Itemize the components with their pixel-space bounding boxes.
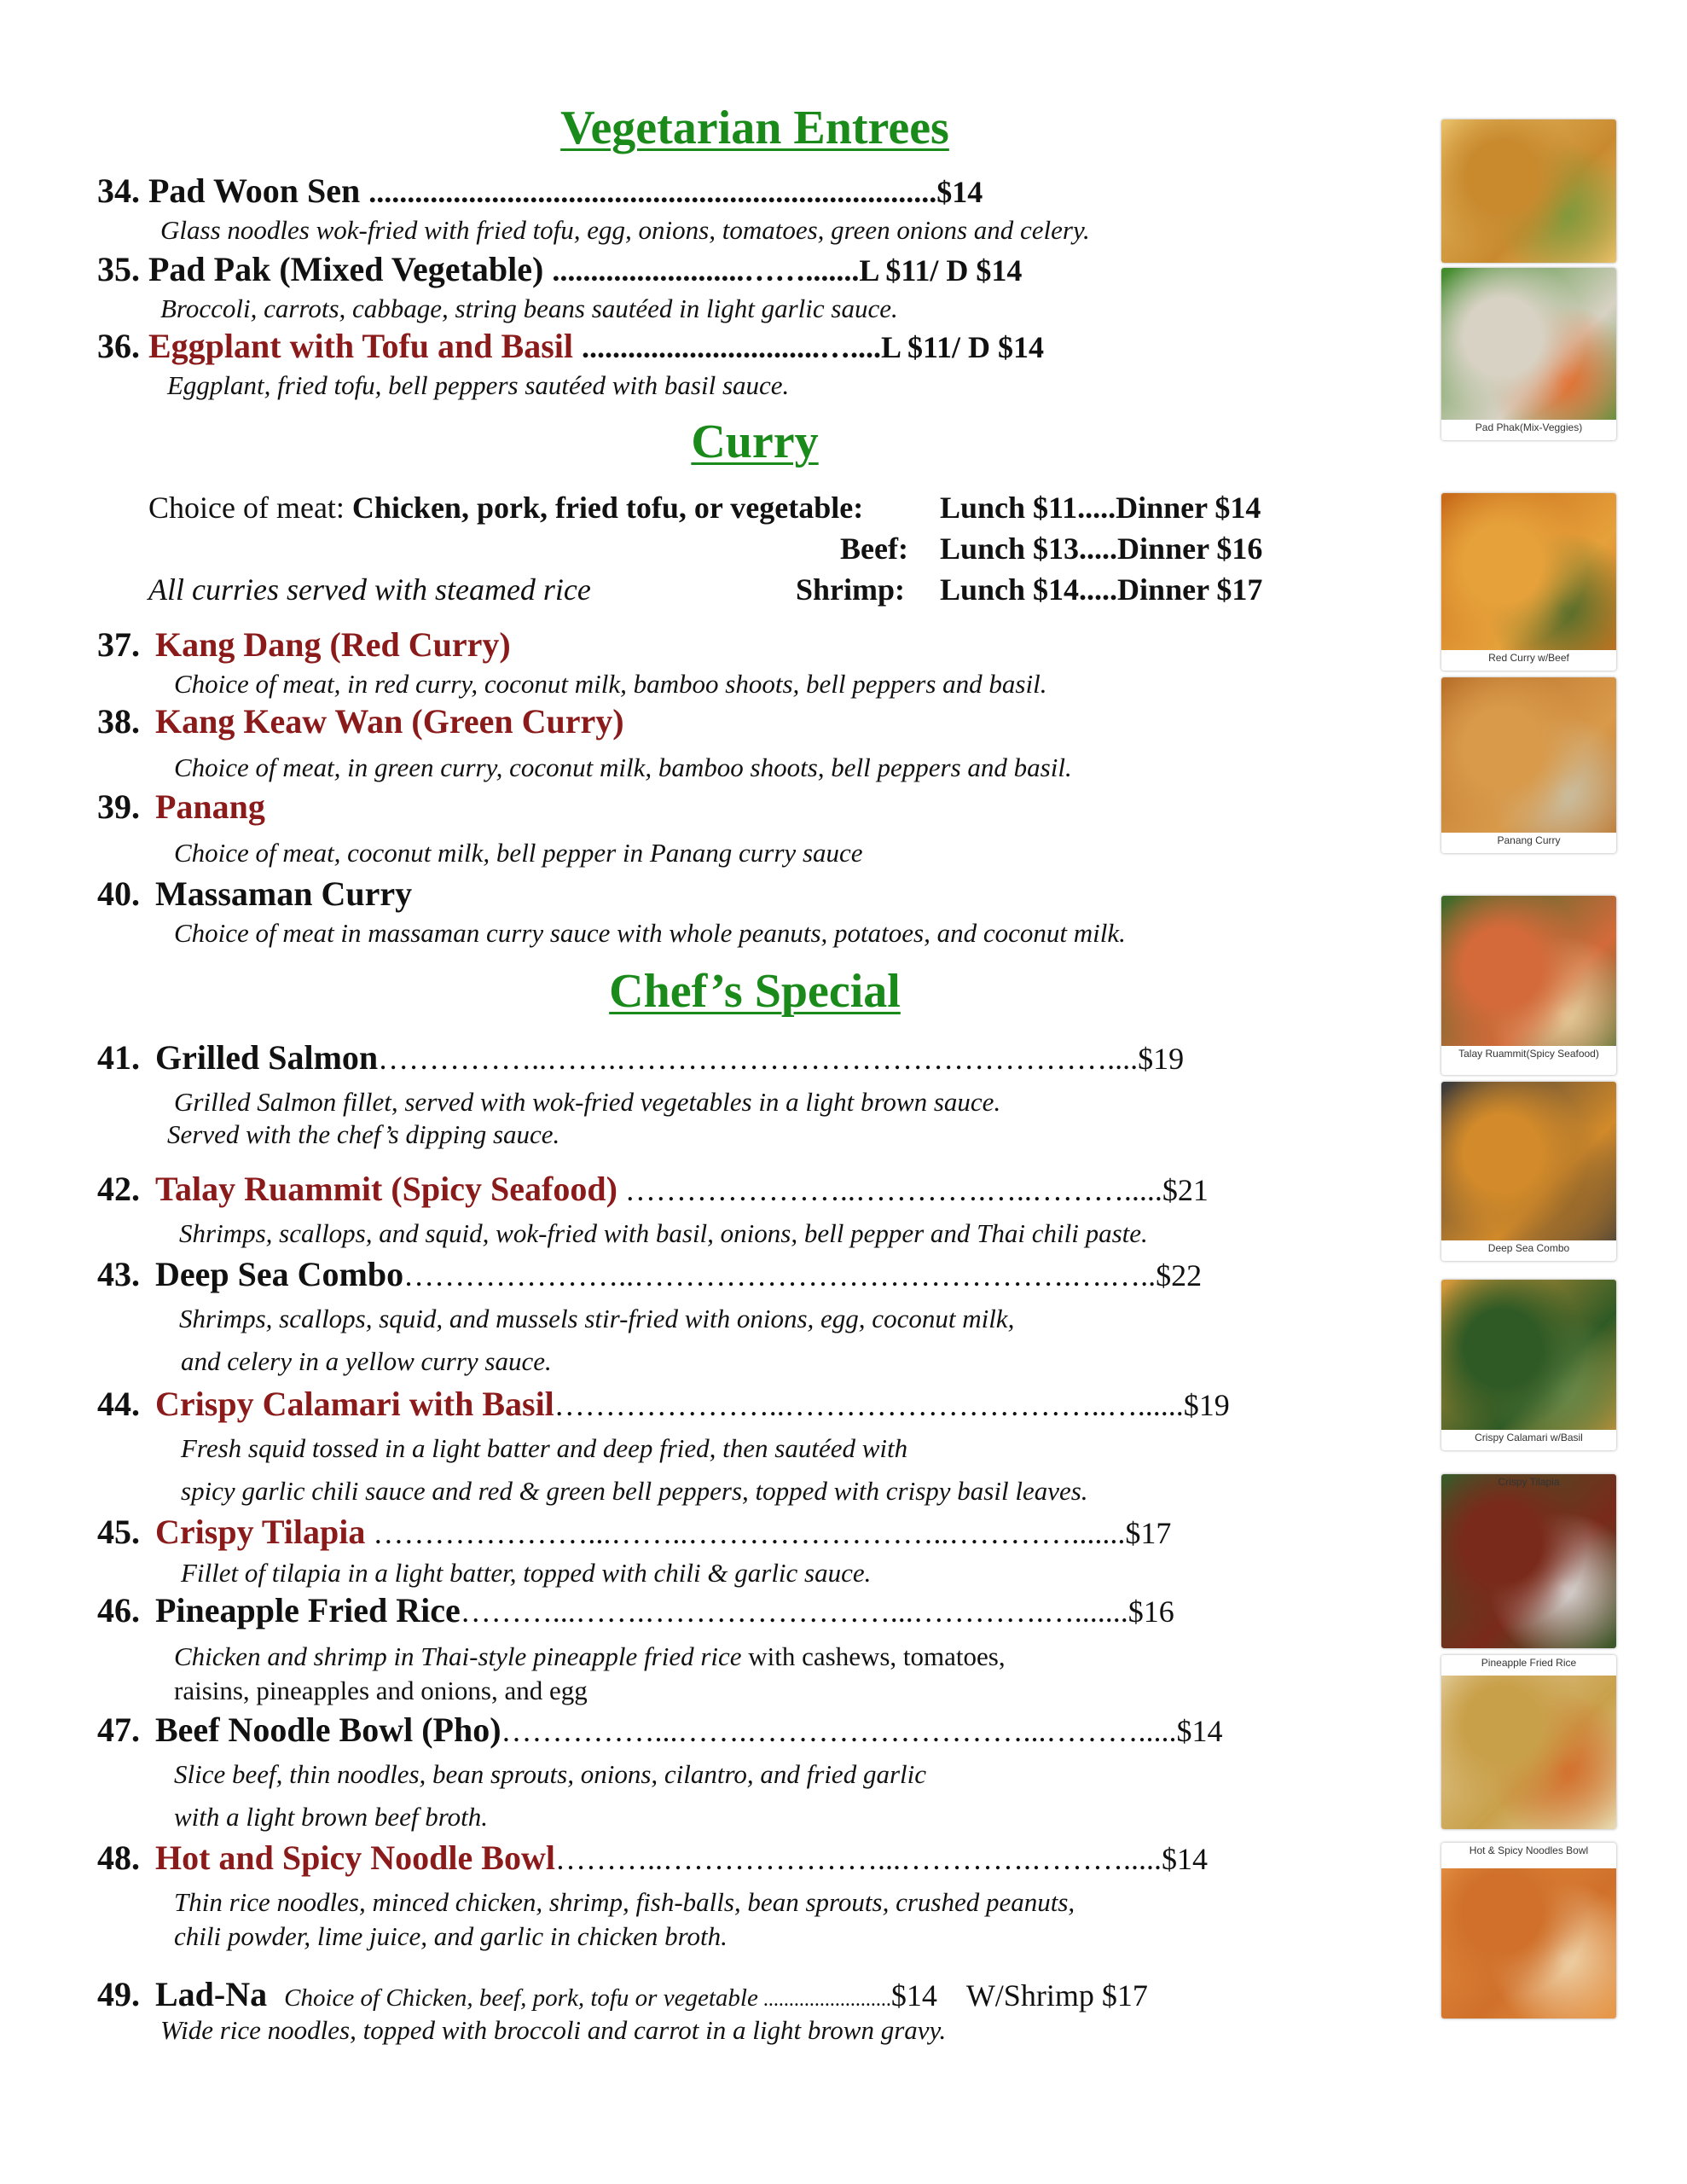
item-name: Talay Ruammit (Spicy Seafood): [155, 1170, 617, 1208]
item-description: Choice of meat, in red curry, coconut milk, bamboo shoots, bell peppers and basil.: [174, 669, 1047, 699]
item-number: 47.: [97, 1711, 140, 1749]
item-price: L $11/ D $14: [881, 330, 1045, 364]
item-price: $21: [1162, 1173, 1209, 1207]
menu-item-44: [97, 1384, 1230, 1424]
menu-item-47: [97, 1710, 1223, 1750]
menu-item-46: [97, 1590, 1174, 1630]
menu-item-37: [97, 624, 511, 665]
dot-leader: .........................…….......: [552, 253, 860, 288]
dot-leader: ……………..…….…………………………………………....: [378, 1042, 1139, 1076]
item-name: Massaman Curry: [155, 874, 413, 913]
item-price: $14: [1161, 1842, 1208, 1876]
photo-caption: Deep Sea Combo: [1441, 1240, 1616, 1261]
menu-item-48: [97, 1838, 1208, 1878]
dot-leader: …………………...……..……………………..………….......: [365, 1516, 1126, 1550]
curry-choice-price: Lunch $11.....Dinner $14: [940, 491, 1261, 525]
menu-item-41: [97, 1037, 1184, 1077]
item-number: 49.: [97, 1975, 140, 2013]
item-description: Wide rice noodles, topped with broccoli and carrot in a light brown gravy.: [160, 2015, 947, 2045]
food-photo: [1441, 1280, 1616, 1450]
menu-item-39: [97, 787, 265, 827]
item-number: 41.: [97, 1038, 140, 1077]
curry-choice-line: [148, 490, 863, 526]
item-description: Thin rice noodles, minced chicken, shrimp, fish-balls, bean sprouts, crushed peanuts,: [174, 1887, 1075, 1917]
dot-leader: ………..…………………...………….……….....: [554, 1842, 1162, 1876]
dot-leader: ..........................................................................: [368, 175, 937, 209]
section-title-vegetarian: Vegetarian Entrees: [560, 102, 949, 154]
item-description: Shrimps, scallops, and squid, wok-fried with basil, onions, bell pepper and Thai chili paste.: [179, 1218, 1148, 1248]
item-number: 45.: [97, 1513, 140, 1551]
food-photo: [1441, 268, 1616, 440]
item-inline-description: Choice of Chicken, beef, pork, tofu or vegetable: [284, 1984, 758, 2012]
item-description: Shrimps, scallops, squid, and mussels stir-fried with onions, egg, coconut milk,: [179, 1304, 1015, 1333]
curry-beef-price: Lunch $13.....Dinner $16: [940, 531, 1263, 566]
item-name: Deep Sea Combo: [155, 1255, 404, 1293]
item-description: Eggplant, fried tofu, bell peppers sautéed with basil sauce.: [167, 370, 790, 400]
item-price: $14: [936, 175, 983, 209]
dot-leader: …………………..…………………………..…......: [554, 1388, 1184, 1422]
item-number: 42.: [97, 1170, 140, 1208]
photo-caption: Panang Curry: [1441, 833, 1616, 853]
item-number: 48.: [97, 1838, 140, 1877]
item-price: $19: [1138, 1042, 1185, 1076]
photo-caption: Crispy Calamari w/Basil: [1441, 1430, 1616, 1450]
item-shrimp-price: W/Shrimp $17: [965, 1978, 1148, 2013]
item-description: Choice of meat, in green curry, coconut milk, bamboo shoots, bell peppers and basil.: [174, 752, 1072, 782]
dot-leader: …………………..…………………………………….….…..: [403, 1258, 1157, 1292]
item-number: 39.: [97, 787, 140, 826]
curry-shrimp-price: Lunch $14.....Dinner $17: [940, 572, 1263, 607]
item-name: Grilled Salmon: [155, 1038, 379, 1077]
item-price: $14: [890, 1978, 937, 2013]
curry-beef-label: Beef:: [840, 531, 908, 566]
item-number: 44.: [97, 1385, 140, 1423]
item-description-line-2: chili powder, lime juice, and garlic in chicken broth.: [174, 1921, 728, 1951]
item-number: 34.: [97, 171, 140, 210]
item-description-line-2: spicy garlic chili sauce and red & green bell peppers, topped with crispy basil leaves.: [181, 1476, 1088, 1506]
menu-item-35: [97, 249, 1022, 289]
item-description: Fresh squid tossed in a light batter and deep fried, then sautéed with: [181, 1433, 908, 1463]
item-description-line-2: and celery in a yellow curry sauce.: [181, 1346, 552, 1376]
photo-caption: Talay Ruammit(Spicy Seafood): [1441, 1046, 1616, 1075]
item-name: Lad-Na: [155, 1975, 268, 2013]
item-description: [174, 1641, 1006, 1672]
curry-shrimp-label: Shrimp:: [796, 572, 906, 607]
item-number: 35.: [97, 250, 140, 288]
photo-caption: Crispy Tilapia: [1498, 1476, 1560, 1488]
menu-item-34: [97, 171, 983, 211]
item-number: 40.: [97, 874, 140, 913]
item-number: 37.: [97, 625, 140, 664]
section-title-chef-special: Chef’s Special: [609, 965, 901, 1018]
item-name: Pineapple Fried Rice: [155, 1591, 461, 1629]
dot-leader: ……………...…….………………………...……….....: [501, 1714, 1177, 1748]
item-number: 38.: [97, 702, 140, 741]
photo-caption: Red Curry w/Beef: [1441, 650, 1616, 671]
curry-rice-note: All curries served with steamed rice: [148, 572, 591, 607]
item-name: Pad Woon Sen: [148, 171, 361, 210]
choice-meats: Chicken, pork, fried tofu, or vegetable:: [351, 491, 864, 525]
item-description-line-2: with a light brown beef broth.: [174, 1802, 488, 1832]
dot-leader: ………...…….……………………...………….….......: [460, 1594, 1128, 1629]
menu-item-45: [97, 1512, 1171, 1552]
item-description-plain: with cashews, tomatoes,: [741, 1641, 1006, 1671]
item-name: Pad Pak (Mixed Vegetable): [148, 250, 544, 288]
item-description: Grilled Salmon fillet, served with wok-fried vegetables in a light brown sauce.: [174, 1087, 1001, 1117]
item-price: L $11/ D $14: [859, 253, 1023, 288]
item-description: Broccoli, carrots, cabbage, string beans sautéed in light garlic sauce.: [160, 293, 898, 323]
item-name: Panang: [155, 787, 265, 826]
food-photo: [1441, 896, 1616, 1075]
menu-item-36: [97, 326, 1044, 366]
section-title-curry: Curry: [691, 415, 819, 468]
dot-leader: .........................: [757, 1989, 891, 2011]
item-name: Kang Dang (Red Curry): [155, 625, 511, 664]
item-name: Crispy Tilapia: [155, 1513, 366, 1551]
item-number: 43.: [97, 1255, 140, 1293]
dot-leader: ...............................…....: [582, 330, 881, 364]
food-photo: [1441, 677, 1616, 853]
item-description: Fillet of tilapia in a light batter, topped with chili & garlic sauce.: [181, 1558, 872, 1588]
food-photo: [1441, 1655, 1616, 1829]
item-price: $22: [1156, 1258, 1203, 1292]
menu-item-42: [97, 1169, 1209, 1209]
food-photo: [1441, 119, 1616, 263]
choice-prefix: Choice of meat:: [148, 491, 352, 525]
food-photo: [1441, 1474, 1616, 1648]
menu-item-43: [97, 1254, 1202, 1294]
food-photo: [1441, 1082, 1616, 1261]
item-description-italic: Chicken and shrimp in Thai-style pineapple fried rice: [174, 1641, 742, 1671]
item-price: $19: [1183, 1388, 1230, 1422]
item-name: Crispy Calamari with Basil: [155, 1385, 554, 1423]
item-number: 36.: [97, 327, 140, 365]
item-description-line-2: raisins, pineapples and onions, and egg: [174, 1676, 588, 1705]
item-description: Slice beef, thin noodles, bean sprouts, onions, cilantro, and fried garlic: [174, 1759, 926, 1789]
photo-caption: Pad Phak(Mix-Veggies): [1441, 420, 1616, 440]
menu-item-40: [97, 874, 412, 914]
item-description: Choice of meat, coconut milk, bell pepper in Panang curry sauce: [174, 838, 863, 868]
item-description: Choice of meat in massaman curry sauce with whole peanuts, potatoes, and coconut milk.: [174, 918, 1126, 948]
item-price: $16: [1128, 1594, 1174, 1629]
item-price: $14: [1176, 1714, 1223, 1748]
menu-item-38: [97, 701, 624, 741]
food-photo: [1441, 1843, 1616, 2018]
item-name: Eggplant with Tofu and Basil: [148, 327, 573, 365]
item-name: Beef Noodle Bowl (Pho): [155, 1711, 501, 1749]
photo-caption: Hot & Spicy Noodles Bowl: [1441, 1843, 1616, 1868]
item-description-line-2: Served with the chef’s dipping sauce.: [167, 1119, 560, 1149]
item-description: Glass noodles wok-fried with fried tofu, egg, onions, tomatoes, green onions and celery.: [160, 215, 1090, 245]
item-name: Hot and Spicy Noodle Bowl: [155, 1838, 555, 1877]
food-photo: [1441, 493, 1616, 671]
item-number: 46.: [97, 1591, 140, 1629]
photo-caption: Pineapple Fried Rice: [1441, 1655, 1616, 1676]
menu-item-49: [97, 1974, 1148, 2014]
dot-leader: …………………..………….…..……….....: [617, 1173, 1162, 1207]
item-name: Kang Keaw Wan (Green Curry): [155, 702, 624, 741]
item-price: $17: [1125, 1516, 1172, 1550]
